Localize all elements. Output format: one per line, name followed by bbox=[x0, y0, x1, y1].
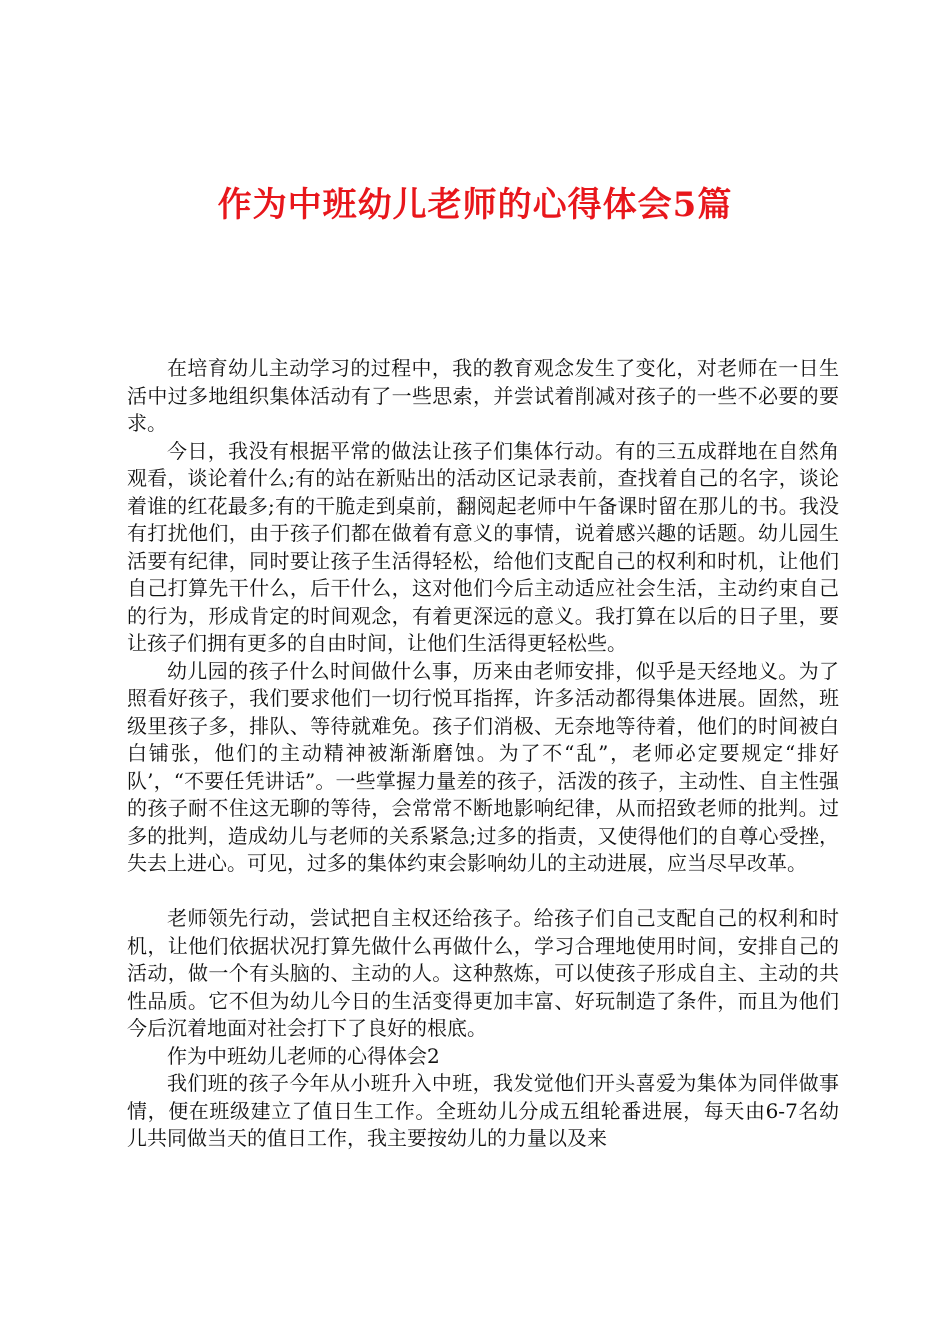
paragraph: 幼儿园的孩子什么时间做什么事，历来由老师安排，似乎是天经地义。为了照看好孩子，我们要求他们一切行悦耳指挥，许多活动都得集体进展。固然，班级里孩子多，排队、等待就难免。孩子们消极、无奈地等待着，他们的时间被白白铺张，他们的主动精神被渐渐磨蚀。为了不“乱”，老师必定要规定“排好队’，“不要任凭讲话”。一些掌握力量差的孩子，活泼的孩子，主动性、自主性强的孩子耐不住这无聊的等待，会常常不断地影响纪律，从而招致老师的批判。过多的批判，造成幼儿与老师的关系紧急;过多的指责，又使得他们的自尊心受挫，失去上进心。可见，过多的集体约束会影响幼儿的主动进展，应当尽早改革。 bbox=[127, 658, 839, 875]
paragraph: 老师领先行动，尝试把自主权还给孩子。给孩子们自己支配自己的权利和时机，让他们依据状况打算先做什么再做什么，学习合理地使用时间，安排自己的活动，做一个有头脑的、主动的人。这种熬炼，可以使孩子形成自主、主动的共性品质。它不但为幼儿今日的生活变得更加丰富、好玩制造了条件，而且为他们今后沉着地面对社会打下了良好的根底。 bbox=[127, 906, 839, 1040]
paragraph: 今日，我没有根据平常的做法让孩子们集体行动。有的三五成群地在自然角观看，谈论着什么;有的站在新贴出的活动区记录表前，查找着自己的名字，谈论着谁的红花最多;有的干脆走到桌前，翻阅起老师中午备课时留在那儿的书。我没有打扰他们，由于孩子们都在做着有意义的事情，说着感兴趣的话题。幼儿园生活要有纪律，同时要让孩子生活得轻松，给他们支配自己的权利和时机，让他们自己打算先干什么，后干什么，这对他们今后主动适应社会生活，主动约束自己的行为，形成肯定的时间观念，有着更深远的意义。我打算在以后的日子里，要让孩子们拥有更多的自由时间，让他们生活得更轻松些。 bbox=[127, 438, 839, 655]
document-title: 作为中班幼儿老师的心得体会5篇 bbox=[217, 185, 733, 225]
body-text-block-1 bbox=[127, 355, 839, 878]
paragraph: 我们班的孩子今年从小班升入中班，我发觉他们开头喜爱为集体为同伴做事情，便在班级建立了值日生工作。全班幼儿分成五组轮番进展，每天由6-7名幼儿共同做当天的值日工作，我主要按幼儿的力量以及来 bbox=[127, 1071, 839, 1150]
section-heading: 作为中班幼儿老师的心得体会2 bbox=[167, 1043, 440, 1068]
paragraph: 在培育幼儿主动学习的过程中，我的教育观念发生了变化，对老师在一日生活中过多地组织集体活动有了一些思索，并尝试着削减对孩子的一些不必要的要求。 bbox=[127, 356, 839, 435]
body-text-block-2 bbox=[127, 905, 839, 1153]
